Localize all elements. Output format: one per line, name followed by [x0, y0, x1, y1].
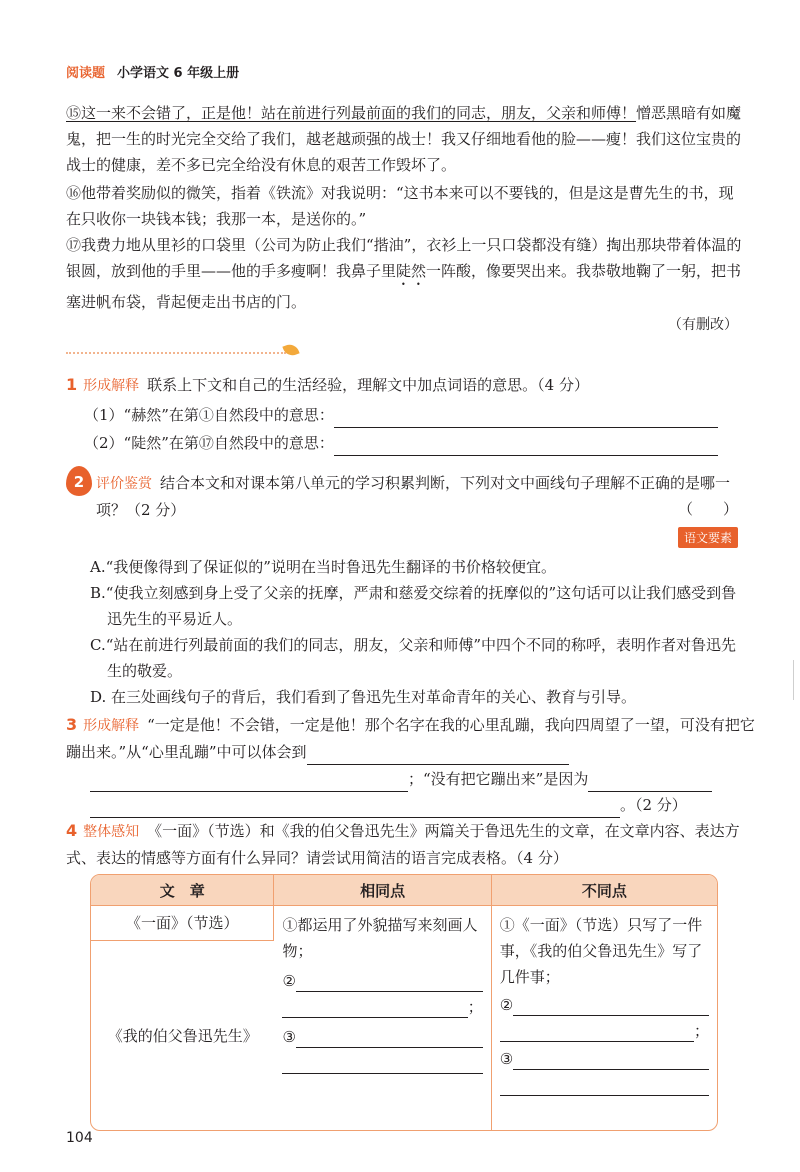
question-3-line-2: [90, 766, 750, 792]
header-tag: 阅读题: [66, 66, 106, 81]
diff-point-3-cont: [500, 1072, 709, 1096]
same-blank-3b[interactable]: [282, 1052, 482, 1074]
same-point-3-row: [282, 1024, 482, 1050]
q3-blank-3[interactable]: [588, 774, 712, 792]
same-blank-2a[interactable]: [296, 970, 483, 992]
paragraph-17-b: 一阵酸，像要哭出来。我恭敬地鞠了一躬，把书塞进帆布袋，背起便走出书店的门。: [66, 262, 742, 311]
diff-semicolon: ；: [693, 1022, 709, 1040]
question-4-tag: 整体感知: [83, 824, 140, 840]
question-1-text: 联系上下文和自己的生活经验，理解文中加点词语的意思。（4 分）: [147, 376, 589, 394]
same-point-2-cont: [282, 994, 482, 1020]
diff-blank-2b[interactable]: [500, 1020, 694, 1042]
question-3-tag: 形成解释: [83, 718, 140, 734]
question-4: [66, 818, 742, 871]
same-blank-2b[interactable]: [282, 996, 467, 1018]
underlined-sentence: ⑮这一来不会错了，正是他！站在前进行列最前面的我们的同志，朋友，父亲和师傅！: [66, 104, 637, 122]
page-number: 104: [66, 1130, 93, 1146]
paragraph-17: [66, 232, 742, 315]
option-a: A.“我便像得到了保证似的”说明在当时鲁迅先生翻译的书价格较便宜。: [90, 558, 556, 576]
diff-point-2-cont: [500, 1018, 709, 1044]
section-divider: [66, 352, 286, 354]
comparison-table: [90, 874, 718, 1131]
sub-2-label: （2）“陡然”在第⑰自然段中的意思：: [84, 434, 334, 452]
question-1-sub-1: [84, 402, 744, 428]
article-2: 《我的伯父鲁迅先生》: [91, 940, 274, 1130]
paragraph-16: ⑯他带着奖励似的微笑，指着《铁流》对我说明：“这书本来可以不要钱的，但是这是曹先生的书，现在只收你一块钱本钱；我那一本，是送你的。”: [66, 184, 734, 228]
same-point-1: ①都运用了外貌描写来刻画人物；: [282, 916, 478, 960]
question-2-text: 结合本文和对课本第八单元的学习积累判断，下列对文中画线句子理解不正确的是哪一项？（2 分）: [96, 474, 731, 519]
question-2-number: 2: [73, 473, 85, 491]
diff-cell: [492, 905, 717, 1130]
diff-blank-3b[interactable]: [500, 1074, 709, 1096]
option-c: C.“站在前进行列最前面的我们的同志，朋友，父亲和师傅”中四个不同的称呼，表明作者对鲁迅先生的敬爱。: [90, 636, 737, 680]
source-note: （有删改）: [668, 317, 738, 333]
diff-blank-2a[interactable]: [513, 994, 709, 1016]
diff-blank-3a[interactable]: [513, 1048, 709, 1070]
table-header-row: [91, 875, 717, 905]
question-1: [66, 372, 746, 399]
q3-blank-1[interactable]: [307, 747, 569, 765]
same-point-2: ②: [282, 972, 296, 990]
answer-blank-1[interactable]: [334, 410, 718, 428]
answer-blank-2[interactable]: [334, 438, 718, 456]
table-row: [91, 905, 717, 940]
q3-blank-4[interactable]: [90, 800, 620, 818]
same-blank-3a[interactable]: [296, 1026, 483, 1048]
page-header: [66, 62, 239, 81]
paragraph-17-a: ⑰我费力地从里衫的口袋里（公司为防止我们“揩油”，衣衫上一只口袋都没有缝）掏出那块带着体温的银圆，放到他的手里——他的手多瘦啊！我鼻子里: [66, 236, 742, 280]
question-1-number: 1: [66, 375, 78, 394]
option-b: B.“使我立刻感到身上受了父亲的抚摩，严肃和慈爱交综着的抚摩似的”这句话可以让我们感受到鲁迅先生的平易近人。: [90, 584, 737, 628]
same-semicolon: ；: [467, 998, 483, 1016]
header-same: 相同点: [274, 875, 491, 905]
yuwen-badge: 语文要素: [678, 527, 738, 548]
page-edge-mark: [793, 660, 800, 700]
question-3-mid: ；“没有把它蹦出来”是因为: [408, 770, 589, 788]
header-article: 文 章: [91, 875, 274, 905]
question-4-text: 《一面》（节选）和《我的伯父鲁迅先生》两篇关于鲁迅先生的文章，在文章内容、表达方式、表达的情感等方面有什么异同？请尝试用简洁的语言完成表格。（4 分）: [66, 822, 740, 867]
question-3: [66, 712, 756, 765]
paragraph-15-rest: 憎恶黑暗有如魔鬼，把一生的时光完全交给了我们，越老越顽强的战士！我又仔细地看他的脸——瘦！我们这位宝贵的战士的健康，差不多已完全给没有休息的艰苦工作毁坏了。: [66, 104, 742, 174]
question-2-tag: 评价鉴赏: [96, 476, 152, 492]
same-cell: [274, 905, 491, 1130]
dotted-word: 陡然: [396, 262, 427, 280]
flame-number-icon: [66, 466, 92, 496]
same-point-3-cont: [282, 1050, 482, 1074]
question-2: [96, 470, 746, 523]
diff-point-1: ①《一面》（节选）只写了一件事，《我的伯父鲁迅先生》写了几件事；: [499, 916, 703, 986]
header-diff: 不同点: [492, 875, 717, 905]
header-title: 小学语文 6 年级上册: [117, 66, 240, 81]
article-1: 《一面》（节选）: [91, 905, 274, 940]
question-3-text: “一定是他！不会错，一定是他！那个名字在我的心里乱蹦，我向四周望了一望，可没有把它蹦出来。”从“心里乱蹦”中可以体会到: [66, 716, 755, 761]
diff-point-3-row: [500, 1046, 709, 1072]
option-d: D. 在三处画线句子的背后，我们看到了鲁迅先生对革命青年的关心、教育与引导。: [90, 688, 637, 706]
same-point-2-row: [282, 968, 482, 994]
diff-point-2-row: [500, 992, 709, 1018]
same-point-3: ③: [282, 1028, 296, 1046]
question-4-number: 4: [66, 821, 78, 840]
sub-1-label: （1）“赫然”在第①自然段中的意思：: [84, 406, 334, 424]
answer-paren[interactable]: （ ）: [677, 500, 738, 518]
question-3-end: 。（2 分）: [620, 796, 687, 814]
question-1-sub-2: [84, 430, 744, 456]
question-1-tag: 形成解释: [83, 378, 140, 394]
paragraph-15: [66, 100, 742, 178]
diff-point-2: ②: [499, 996, 514, 1014]
question-3-line-3: [90, 792, 750, 818]
question-3-number: 3: [66, 715, 78, 734]
diff-point-3: ③: [499, 1050, 514, 1068]
q3-blank-2[interactable]: [90, 774, 408, 792]
leaf-icon: [282, 342, 299, 358]
